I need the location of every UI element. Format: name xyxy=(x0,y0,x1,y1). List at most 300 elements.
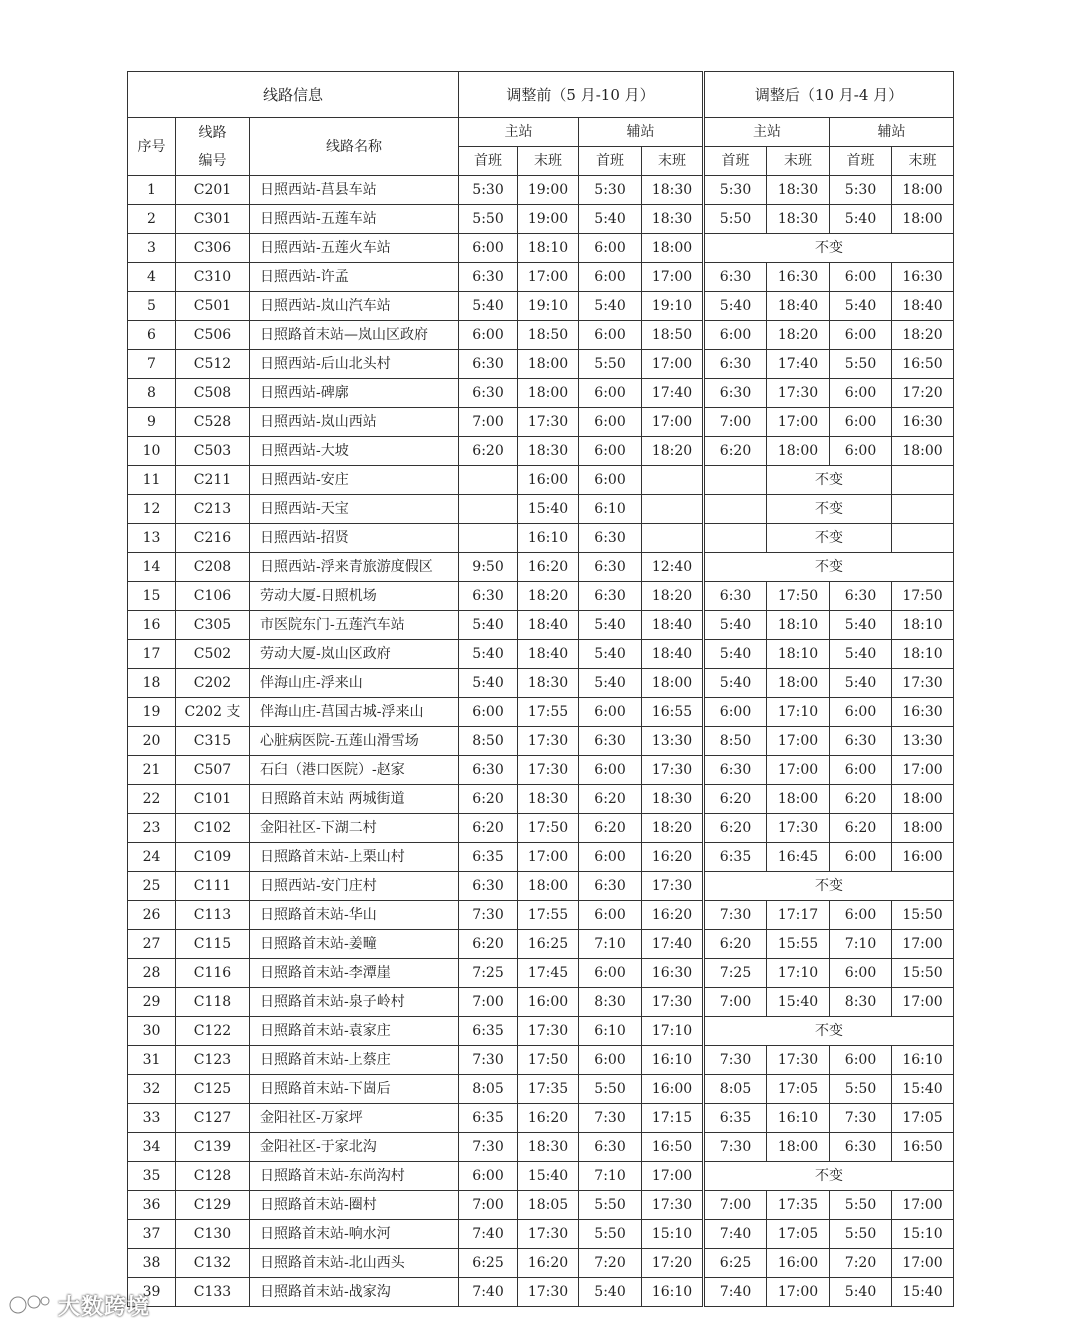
before-aux-first-time: 5:40 xyxy=(579,292,642,321)
row-number: 34 xyxy=(128,1133,176,1162)
after-main-first-time: 6:30 xyxy=(704,582,767,611)
empty-cell xyxy=(704,524,767,553)
row-number: 6 xyxy=(128,321,176,350)
empty-cell xyxy=(892,466,954,495)
before-aux-last-time: 13:30 xyxy=(642,727,704,756)
line-code: C301 xyxy=(176,205,250,234)
after-aux-last-time: 15:50 xyxy=(892,901,954,930)
after-main-first-time: 7:00 xyxy=(704,1191,767,1220)
before-aux-last-time: 18:30 xyxy=(642,785,704,814)
after-main-last-time: 18:30 xyxy=(767,205,830,234)
before-aux-last-time: 16:00 xyxy=(642,1075,704,1104)
after-aux-last-time: 16:30 xyxy=(892,698,954,727)
before-aux-first-time: 6:00 xyxy=(579,959,642,988)
before-aux-first-time: 5:50 xyxy=(579,350,642,379)
before-main-first-time: 8:50 xyxy=(459,727,518,756)
after-aux-first-time: 5:40 xyxy=(830,205,892,234)
before-main-last-time: 17:00 xyxy=(518,263,579,292)
line-code: C116 xyxy=(176,959,250,988)
after-main-last-time: 16:10 xyxy=(767,1104,830,1133)
line-code: C123 xyxy=(176,1046,250,1075)
table-row xyxy=(128,756,954,785)
line-name: 日照路首末站-北山西头 xyxy=(250,1249,459,1278)
before-aux-last-time: 16:20 xyxy=(642,843,704,872)
row-number: 36 xyxy=(128,1191,176,1220)
line-name: 日照路首末站-响水河 xyxy=(250,1220,459,1249)
row-number: 30 xyxy=(128,1017,176,1046)
watermark xyxy=(8,1290,150,1320)
before-main-last-time: 15:40 xyxy=(518,1162,579,1191)
after-main-last-time: 15:55 xyxy=(767,930,830,959)
before-aux-first-time: 6:30 xyxy=(579,553,642,582)
line-name: 日照路首末站-上蔡庄 xyxy=(250,1046,459,1075)
after-main-first-time: 6:30 xyxy=(704,263,767,292)
after-main-first-time: 6:25 xyxy=(704,1249,767,1278)
row-number: 14 xyxy=(128,553,176,582)
line-code: C315 xyxy=(176,727,250,756)
before-main-last-time: 17:30 xyxy=(518,1278,579,1307)
line-code: C501 xyxy=(176,292,250,321)
line-name: 日照路首末站-姜疃 xyxy=(250,930,459,959)
after-aux-first-time: 5:40 xyxy=(830,292,892,321)
line-name: 日照路首末站-下崮后 xyxy=(250,1075,459,1104)
before-aux-first-time: 5:40 xyxy=(579,611,642,640)
row-number: 1 xyxy=(128,176,176,205)
after-aux-last-time: 17:00 xyxy=(892,930,954,959)
line-code: C208 xyxy=(176,553,250,582)
table-row xyxy=(128,379,954,408)
before-aux-first-time: 6:00 xyxy=(579,321,642,350)
before-aux-first-time: 6:00 xyxy=(579,1046,642,1075)
unchanged-label: 不变 xyxy=(767,466,892,495)
before-main-first-time: 6:30 xyxy=(459,872,518,901)
row-number: 35 xyxy=(128,1162,176,1191)
row-number: 33 xyxy=(128,1104,176,1133)
table-row xyxy=(128,1162,954,1191)
after-main-first-time: 6:20 xyxy=(704,785,767,814)
after-main-last-time: 18:00 xyxy=(767,785,830,814)
first-bus-header: 首班 xyxy=(579,147,642,176)
seq-header: 序号 xyxy=(128,118,176,176)
before-main-last-time: 18:00 xyxy=(518,872,579,901)
before-main-last-time: 19:10 xyxy=(518,292,579,321)
line-name: 日照西站-岚山汽车站 xyxy=(250,292,459,321)
before-aux-first-time: 5:50 xyxy=(579,1075,642,1104)
before-aux-last-time: 17:00 xyxy=(642,263,704,292)
before-aux-last-time: 18:40 xyxy=(642,611,704,640)
table-row xyxy=(128,582,954,611)
table-row xyxy=(128,1249,954,1278)
line-code: C122 xyxy=(176,1017,250,1046)
before-aux-first-time: 6:30 xyxy=(579,582,642,611)
before-aux-first-time: 6:00 xyxy=(579,379,642,408)
after-main-last-time: 18:10 xyxy=(767,640,830,669)
line-name: 金阳社区-于家北沟 xyxy=(250,1133,459,1162)
before-main-last-time: 16:25 xyxy=(518,930,579,959)
before-aux-first-time: 6:30 xyxy=(579,727,642,756)
before-main-last-time: 18:30 xyxy=(518,669,579,698)
after-aux-first-time: 6:00 xyxy=(830,408,892,437)
after-aux-first-time: 6:00 xyxy=(830,263,892,292)
row-number: 18 xyxy=(128,669,176,698)
unchanged-label: 不变 xyxy=(704,1017,954,1046)
after-main-last-time: 18:40 xyxy=(767,292,830,321)
line-name: 日照西站-天宝 xyxy=(250,495,459,524)
before-main-first-time: 7:30 xyxy=(459,901,518,930)
after-main-first-time: 8:50 xyxy=(704,727,767,756)
after-aux-last-time: 16:50 xyxy=(892,1133,954,1162)
line-code-header-top: 线路 xyxy=(198,124,227,141)
before-main-first-time: 5:30 xyxy=(459,176,518,205)
line-name: 日照西站-后山北头村 xyxy=(250,350,459,379)
schedule-rows xyxy=(128,176,954,1307)
line-name: 日照西站-五莲火车站 xyxy=(250,234,459,263)
line-name: 日照西站-安庄 xyxy=(250,466,459,495)
line-code: C201 xyxy=(176,176,250,205)
line-name: 日照西站-岚山西站 xyxy=(250,408,459,437)
after-aux-last-time: 17:00 xyxy=(892,756,954,785)
line-name: 日照路首末站 两城街道 xyxy=(250,785,459,814)
table-row xyxy=(128,843,954,872)
last-bus-header: 末班 xyxy=(767,147,830,176)
table-row xyxy=(128,1278,954,1307)
after-main-last-time: 17:05 xyxy=(767,1075,830,1104)
before-aux-first-time: 6:30 xyxy=(579,872,642,901)
after-aux-first-time: 6:00 xyxy=(830,843,892,872)
after-main-first-time: 6:20 xyxy=(704,930,767,959)
before-main-first-time: 5:40 xyxy=(459,292,518,321)
after-aux-last-time: 17:00 xyxy=(892,988,954,1017)
row-number: 12 xyxy=(128,495,176,524)
line-name: 劳动大厦-岚山区政府 xyxy=(250,640,459,669)
before-aux-last-time: 19:10 xyxy=(642,292,704,321)
after-main-last-time: 17:35 xyxy=(767,1191,830,1220)
before-aux-first-time: 6:00 xyxy=(579,408,642,437)
before-main-first-time xyxy=(459,524,518,553)
after-aux-last-time: 13:30 xyxy=(892,727,954,756)
before-aux-last-time: 16:10 xyxy=(642,1046,704,1075)
before-main-last-time: 17:45 xyxy=(518,959,579,988)
before-main-first-time: 6:30 xyxy=(459,263,518,292)
after-aux-last-time: 15:50 xyxy=(892,959,954,988)
after-aux-first-time: 6:00 xyxy=(830,1046,892,1075)
before-aux-first-time: 6:00 xyxy=(579,466,642,495)
line-code: C118 xyxy=(176,988,250,1017)
after-main-first-time: 7:40 xyxy=(704,1278,767,1307)
line-name: 日照路首末站-袁家庄 xyxy=(250,1017,459,1046)
after-main-last-time: 17:30 xyxy=(767,1046,830,1075)
last-bus-header: 末班 xyxy=(642,147,704,176)
before-aux-first-time: 5:50 xyxy=(579,1191,642,1220)
row-number: 7 xyxy=(128,350,176,379)
row-number: 23 xyxy=(128,814,176,843)
line-code: C211 xyxy=(176,466,250,495)
line-code: C127 xyxy=(176,1104,250,1133)
after-aux-first-time: 5:40 xyxy=(830,669,892,698)
row-number: 26 xyxy=(128,901,176,930)
before-main-last-time: 16:20 xyxy=(518,553,579,582)
table-row xyxy=(128,959,954,988)
table-row xyxy=(128,1075,954,1104)
table-row xyxy=(128,640,954,669)
line-name: 劳动大厦-日照机场 xyxy=(250,582,459,611)
line-name: 日照路首末站-泉子岭村 xyxy=(250,988,459,1017)
after-aux-last-time: 18:00 xyxy=(892,785,954,814)
row-number: 17 xyxy=(128,640,176,669)
before-main-last-time: 17:35 xyxy=(518,1075,579,1104)
row-number: 24 xyxy=(128,843,176,872)
table-row xyxy=(128,176,954,205)
after-aux-last-time: 17:30 xyxy=(892,669,954,698)
table-row xyxy=(128,350,954,379)
after-adjustment-header: 调整后（10 月-4 月） xyxy=(704,72,954,118)
table-row xyxy=(128,872,954,901)
table-row xyxy=(128,437,954,466)
before-aux-last-time: 17:30 xyxy=(642,1191,704,1220)
before-main-first-time xyxy=(459,495,518,524)
after-aux-first-time: 6:00 xyxy=(830,756,892,785)
after-main-last-time: 18:00 xyxy=(767,669,830,698)
row-number: 11 xyxy=(128,466,176,495)
before-aux-first-time: 5:30 xyxy=(579,176,642,205)
before-main-first-time: 8:05 xyxy=(459,1075,518,1104)
after-main-first-time: 7:00 xyxy=(704,408,767,437)
after-main-last-time: 15:40 xyxy=(767,988,830,1017)
before-aux-last-time xyxy=(642,495,704,524)
after-aux-last-time: 16:50 xyxy=(892,350,954,379)
after-aux-first-time: 6:20 xyxy=(830,814,892,843)
before-aux-first-time: 6:30 xyxy=(579,524,642,553)
before-main-last-time: 18:20 xyxy=(518,582,579,611)
after-main-first-time: 7:00 xyxy=(704,988,767,1017)
line-code-header-bottom: 编号 xyxy=(198,152,227,169)
after-aux-first-time: 6:00 xyxy=(830,698,892,727)
before-main-first-time: 6:30 xyxy=(459,350,518,379)
before-main-first-time: 5:40 xyxy=(459,611,518,640)
before-main-first-time: 7:25 xyxy=(459,959,518,988)
before-aux-last-time: 18:30 xyxy=(642,205,704,234)
after-aux-station-header: 辅站 xyxy=(830,118,954,147)
before-aux-last-time: 12:40 xyxy=(642,553,704,582)
line-code: C202 支 xyxy=(176,698,250,727)
after-aux-first-time: 6:30 xyxy=(830,582,892,611)
before-main-last-time: 16:00 xyxy=(518,988,579,1017)
before-aux-first-time: 6:00 xyxy=(579,234,642,263)
table-row xyxy=(128,234,954,263)
before-main-first-time: 6:35 xyxy=(459,1017,518,1046)
after-main-first-time: 6:30 xyxy=(704,756,767,785)
before-main-last-time: 17:30 xyxy=(518,756,579,785)
empty-cell xyxy=(704,495,767,524)
line-code: C502 xyxy=(176,640,250,669)
line-code: C305 xyxy=(176,611,250,640)
line-name: 日照路首末站-上栗山村 xyxy=(250,843,459,872)
before-aux-first-time: 5:40 xyxy=(579,205,642,234)
before-main-first-time: 7:00 xyxy=(459,988,518,1017)
after-aux-first-time: 7:20 xyxy=(830,1249,892,1278)
table-row xyxy=(128,698,954,727)
before-aux-first-time: 6:00 xyxy=(579,756,642,785)
table-row xyxy=(128,1191,954,1220)
table-row xyxy=(128,524,954,553)
table-row xyxy=(128,1133,954,1162)
before-aux-first-time: 6:20 xyxy=(579,785,642,814)
unchanged-label: 不变 xyxy=(704,1162,954,1191)
line-code: C115 xyxy=(176,930,250,959)
line-name: 日照西站-许孟 xyxy=(250,263,459,292)
before-main-first-time: 6:00 xyxy=(459,321,518,350)
table-row xyxy=(128,785,954,814)
after-main-last-time: 17:30 xyxy=(767,379,830,408)
after-aux-first-time: 5:50 xyxy=(830,1191,892,1220)
table-row xyxy=(128,205,954,234)
before-main-first-time: 6:30 xyxy=(459,379,518,408)
table-row xyxy=(128,901,954,930)
after-aux-first-time: 5:40 xyxy=(830,1278,892,1307)
before-aux-last-time xyxy=(642,466,704,495)
after-aux-first-time: 8:30 xyxy=(830,988,892,1017)
before-main-last-time: 16:00 xyxy=(518,466,579,495)
line-name: 日照路首末站-华山 xyxy=(250,901,459,930)
before-aux-first-time: 6:00 xyxy=(579,437,642,466)
after-main-last-time: 17:50 xyxy=(767,582,830,611)
table-row xyxy=(128,988,954,1017)
line-name: 日照西站-五莲车站 xyxy=(250,205,459,234)
after-aux-last-time: 16:00 xyxy=(892,843,954,872)
before-main-first-time: 6:20 xyxy=(459,930,518,959)
after-main-last-time: 16:30 xyxy=(767,263,830,292)
after-aux-last-time: 16:30 xyxy=(892,408,954,437)
before-aux-first-time: 6:10 xyxy=(579,1017,642,1046)
before-aux-station-header: 辅站 xyxy=(579,118,704,147)
after-aux-last-time: 18:20 xyxy=(892,321,954,350)
before-aux-last-time: 18:20 xyxy=(642,582,704,611)
after-aux-first-time: 6:00 xyxy=(830,321,892,350)
before-main-last-time: 18:50 xyxy=(518,321,579,350)
line-name: 日照路首末站—岚山区政府 xyxy=(250,321,459,350)
line-name: 心脏病医院-五莲山滑雪场 xyxy=(250,727,459,756)
before-main-station-header: 主站 xyxy=(459,118,579,147)
after-aux-last-time: 17:00 xyxy=(892,1191,954,1220)
table-row xyxy=(128,727,954,756)
line-code: C506 xyxy=(176,321,250,350)
line-info-header: 线路信息 xyxy=(128,72,459,118)
line-code: C102 xyxy=(176,814,250,843)
before-main-first-time: 7:00 xyxy=(459,408,518,437)
line-name: 伴海山庄-莒国古城-浮来山 xyxy=(250,698,459,727)
row-number: 39 xyxy=(128,1278,176,1307)
line-name: 日照路首末站-李潭崖 xyxy=(250,959,459,988)
line-code: C216 xyxy=(176,524,250,553)
line-code: C111 xyxy=(176,872,250,901)
before-aux-last-time: 17:40 xyxy=(642,930,704,959)
before-aux-first-time: 6:00 xyxy=(579,698,642,727)
after-main-last-time: 17:00 xyxy=(767,1278,830,1307)
row-number: 3 xyxy=(128,234,176,263)
before-aux-last-time: 17:30 xyxy=(642,872,704,901)
row-number: 16 xyxy=(128,611,176,640)
after-main-first-time: 6:30 xyxy=(704,379,767,408)
row-number: 9 xyxy=(128,408,176,437)
before-main-last-time: 17:55 xyxy=(518,698,579,727)
before-main-first-time: 7:40 xyxy=(459,1278,518,1307)
before-main-last-time: 18:10 xyxy=(518,234,579,263)
after-aux-first-time: 7:30 xyxy=(830,1104,892,1133)
before-aux-last-time: 18:20 xyxy=(642,437,704,466)
before-aux-first-time: 5:50 xyxy=(579,1220,642,1249)
before-main-last-time: 18:30 xyxy=(518,437,579,466)
before-aux-first-time: 7:20 xyxy=(579,1249,642,1278)
unchanged-label: 不变 xyxy=(704,234,954,263)
before-main-first-time: 7:30 xyxy=(459,1133,518,1162)
before-main-last-time: 17:30 xyxy=(518,1017,579,1046)
row-number: 25 xyxy=(128,872,176,901)
before-aux-last-time: 18:50 xyxy=(642,321,704,350)
after-main-last-time: 18:00 xyxy=(767,437,830,466)
row-number: 2 xyxy=(128,205,176,234)
after-aux-first-time: 5:50 xyxy=(830,1220,892,1249)
after-main-first-time: 8:05 xyxy=(704,1075,767,1104)
before-main-last-time: 17:00 xyxy=(518,843,579,872)
after-aux-last-time: 18:10 xyxy=(892,611,954,640)
before-main-first-time: 7:00 xyxy=(459,1191,518,1220)
empty-cell xyxy=(704,466,767,495)
after-main-first-time: 5:40 xyxy=(704,669,767,698)
after-aux-last-time: 17:50 xyxy=(892,582,954,611)
after-main-first-time: 5:40 xyxy=(704,292,767,321)
after-main-last-time: 16:45 xyxy=(767,843,830,872)
row-number: 21 xyxy=(128,756,176,785)
after-main-last-time: 17:05 xyxy=(767,1220,830,1249)
before-main-last-time: 18:40 xyxy=(518,640,579,669)
before-aux-last-time: 16:30 xyxy=(642,959,704,988)
row-number: 8 xyxy=(128,379,176,408)
line-name: 日照路首末站-战家沟 xyxy=(250,1278,459,1307)
row-number: 27 xyxy=(128,930,176,959)
before-aux-first-time: 8:30 xyxy=(579,988,642,1017)
after-aux-last-time: 16:30 xyxy=(892,263,954,292)
after-aux-last-time: 18:00 xyxy=(892,814,954,843)
line-name: 日照西站-浮来青旅游度假区 xyxy=(250,553,459,582)
before-main-first-time: 7:30 xyxy=(459,1046,518,1075)
table-row xyxy=(128,1104,954,1133)
unchanged-label: 不变 xyxy=(767,495,892,524)
watermark-text: 大数跨境 xyxy=(58,1294,151,1320)
line-code: C528 xyxy=(176,408,250,437)
after-aux-last-time: 18:00 xyxy=(892,176,954,205)
before-main-first-time: 6:30 xyxy=(459,582,518,611)
after-main-last-time: 17:10 xyxy=(767,698,830,727)
table-row xyxy=(128,408,954,437)
before-main-first-time: 9:50 xyxy=(459,553,518,582)
first-bus-header: 首班 xyxy=(830,147,892,176)
bus-schedule-table xyxy=(127,71,954,1307)
after-main-first-time: 7:30 xyxy=(704,1046,767,1075)
line-code: C129 xyxy=(176,1191,250,1220)
after-aux-first-time: 6:30 xyxy=(830,727,892,756)
before-aux-first-time: 5:40 xyxy=(579,669,642,698)
before-aux-first-time: 7:10 xyxy=(579,1162,642,1191)
before-aux-last-time: 18:30 xyxy=(642,176,704,205)
after-main-last-time: 16:00 xyxy=(767,1249,830,1278)
before-main-first-time: 6:35 xyxy=(459,1104,518,1133)
line-code: C106 xyxy=(176,582,250,611)
after-aux-last-time: 16:10 xyxy=(892,1046,954,1075)
table-row xyxy=(128,495,954,524)
line-code: C128 xyxy=(176,1162,250,1191)
after-aux-last-time: 18:10 xyxy=(892,640,954,669)
first-bus-header: 首班 xyxy=(459,147,518,176)
